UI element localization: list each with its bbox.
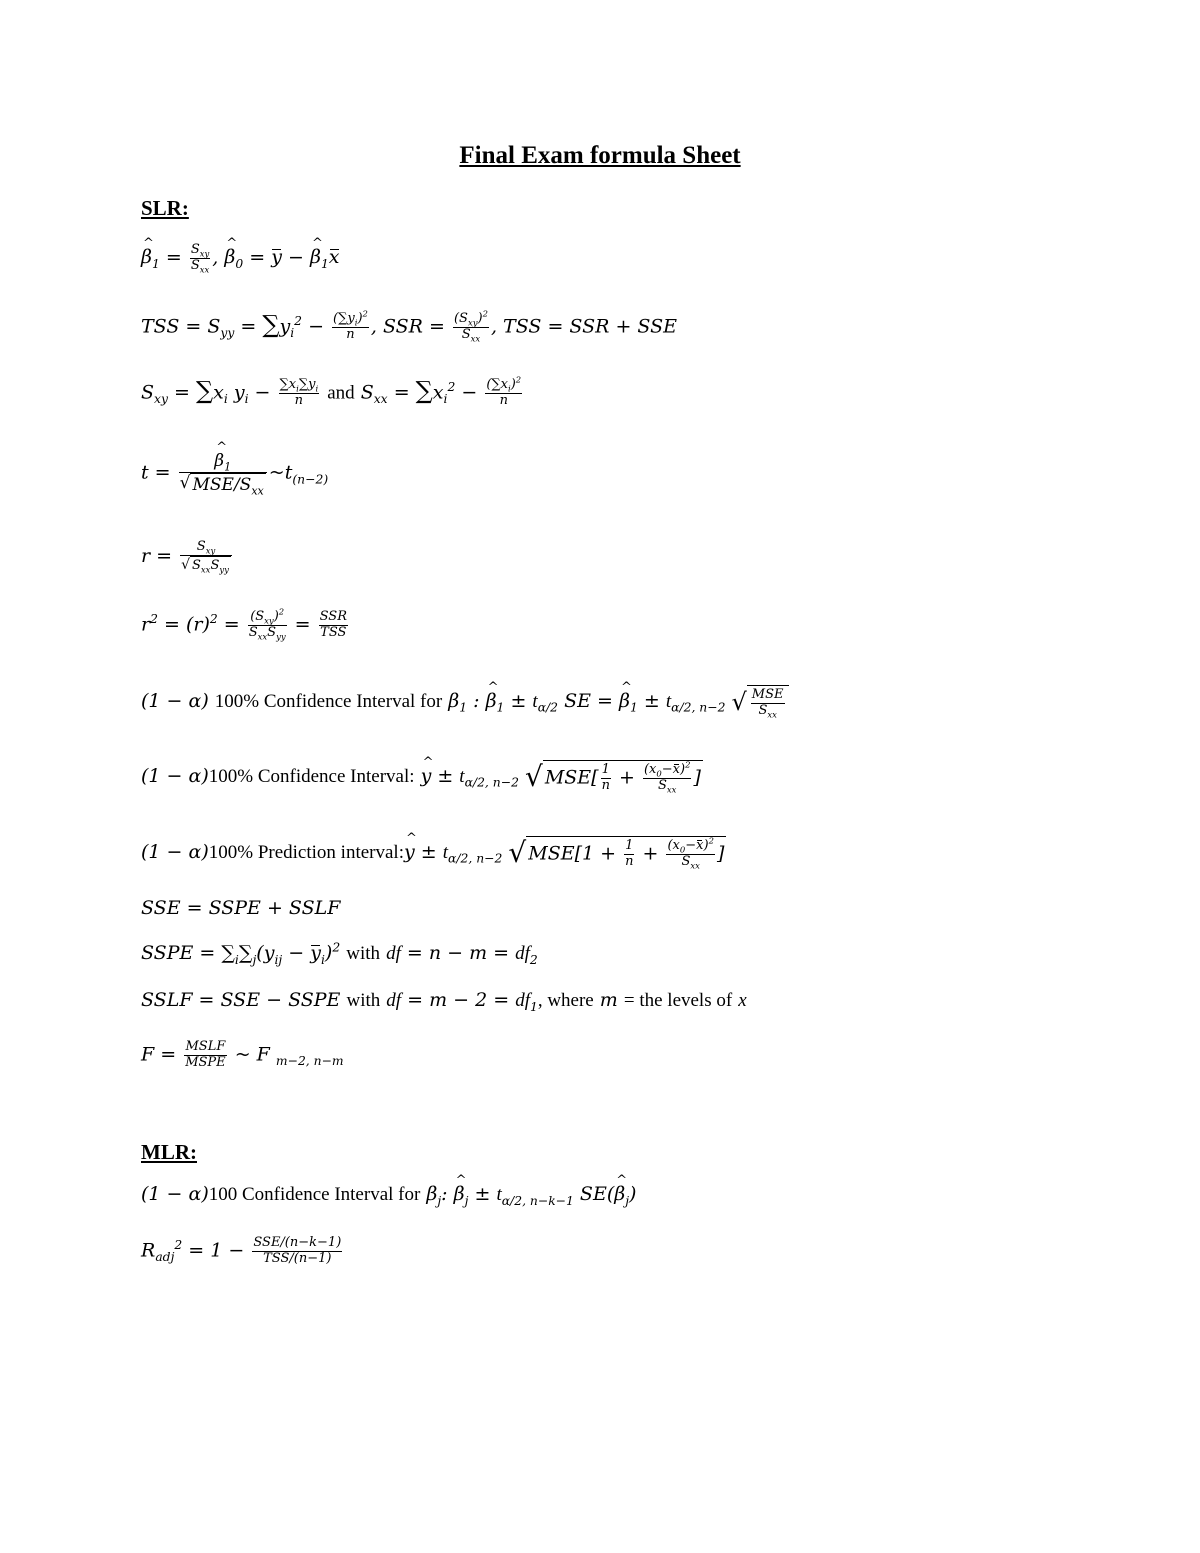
- formula-sslf: SSLF = SSE − SSPE with df = $m - 2 = df_1$, where m = the levels of x: [141, 989, 747, 1014]
- formula-tss-ssr: TSS = $S_{yy} = \sum y_i^2$ − $\frac{(\sum y_i)^2}{n}$ , SSR = $\frac{(S_{xy})^2}{S_{xx}}$ , TSS = SSR + SSE: [141, 308, 677, 344]
- label-ci-beta1: 100% Confidence Interval for: [214, 690, 443, 712]
- formula-sxy-sxx: $S_{xy} = \sum x_i$ $y_i$ − $\frac{\sum x_i\sum y_i}{n}$ and $S_{xx} = \sum x_i^2$ − $\frac{(\sum x_i)^2}{n}$: [141, 374, 522, 408]
- formula-ci-betaj: (1 − α)100 Confidence Interval for $\beta_j$: ^ $\beta_j \pm t_{\alpha/2, n-k-1}$ SE(^ $\beta_j$): [141, 1185, 636, 1204]
- formula-f-statistic: F = $\frac{\text{MSLF}}{\text{MSPE}}$ ~ F $_{m-2, n-m}$: [141, 1039, 344, 1070]
- section-heading-slr: SLR:: [141, 196, 189, 220]
- formula-ci-beta1: (1 − α) 100% Confidence Interval for $\beta_1$ : ^ $\beta_1 \pm t_{\alpha/2}$ SE = ^ $\beta_1 \pm t_{\alpha/2, n-2}$ √ $\frac{\text{MSE}}{S_{xx}}$: [141, 685, 789, 719]
- label-ci-betaj: 100 Confidence Interval for: [208, 1184, 421, 1205]
- formula-r-squared: $r^2 = (r)^2$ = $\frac{(S_{xy})^2}{S_{xx}S_{yy}}$ = $\frac{\text{SSR}}{\text{TSS}}$: [141, 606, 347, 642]
- word-with-sslf: with: [346, 990, 381, 1011]
- word-and: and: [327, 382, 355, 404]
- section-heading-mlr: MLR:: [141, 1140, 197, 1164]
- formula-adjusted-r-squared: $R_{adj}^2 = 1$ − $\frac{\text{SSE/(n−k−1)}}{\text{TSS/(n−1)}}$: [141, 1235, 342, 1266]
- formula-correlation-r: r = $\frac{S_{xy}}{√ S_{xx}S_{yy}}$: [141, 540, 234, 574]
- formula-sspe: SSPE = $\sum_i\sum_j(y_{ij} - y_i)^2$ with df = $n - m = df_2$: [141, 940, 538, 967]
- formula-sse-decomposition: SSE = SSPE + SSLF: [141, 897, 341, 919]
- page-title: Final Exam formula Sheet: [459, 142, 741, 169]
- formula-beta-estimates: ^ $\beta_1$ = $\frac{S_{xy}}{S_{xx}}$ , ^ $\beta_0 = y$ − ^ $\beta_1x$: [141, 243, 340, 274]
- label-ci: 100% Confidence Interval:: [208, 765, 415, 787]
- word-where: , where: [537, 990, 594, 1011]
- word-with-sspe: with: [346, 943, 381, 964]
- formula-t-statistic: t = ^ $\frac{\beta_1}{√ MSE/S_{xx}}$ $\sim t_{(n-2)}$: [141, 452, 328, 495]
- word-levels: = the levels of: [623, 990, 733, 1011]
- label-pi: 100% Prediction interval:: [208, 841, 404, 863]
- formula-ci-mean-response: (1 − α)100% Confidence Interval: ^ $y \pm t_{\alpha/2, n-2}$ √ MSE[ $\frac{1}{n}$ + $\frac{(x_0-x)^2}{S_{xx}}$ ]: [141, 760, 703, 794]
- formula-prediction-interval: (1 − α)100% Prediction interval:^ $y \pm t_{\alpha/2, n-2}$ √ MSE[1 + $\frac{1}{n}$ + $\frac{(x_0-x)^2}{S_{xx}}$ ]: [141, 836, 726, 870]
